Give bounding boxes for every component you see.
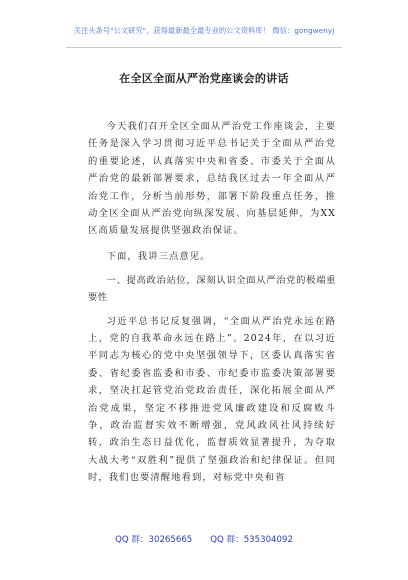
paragraph-intro: 今天我们召开全区全面从严治党工作座谈会，主要任务是深入学习贯彻习近平总书记关于全面从严治党的重要论述，认真落实中央和省委、市委关于全面从严治党的最新部署要求，总结我区过去一年全面从严治党工作，分析当前形势，部署下阶段重点任务，推动全区全面从严治党向纵深发展、向基层延伸，为XX区高质量发展提供坚强政治保证。 — [88, 121, 336, 237]
promo-banner[interactable]: 关注头条号"公文研究"，获得最新最全最专业的公文资料库！ 微信：gongwenyj — [73, 26, 335, 35]
footer-qq-group-1[interactable]: QQ 群：30265665 — [115, 535, 193, 545]
section-heading-1: 一、提高政治站位，深刻认识全面从严治党的极端重要性 — [88, 274, 336, 304]
header-divider — [66, 47, 342, 48]
paragraph-section-1: 习近平总书记反复强调，“全面从严治党永远在路上，党的自我革命永远在路上”。2024年，在以习近平同志为核心的党中央坚强领导下，区委认真落实省委、省纪委省监委和市委、市纪委市监委决策部署要求，坚决扛起管党治党政治责任，深化拓展全面从严治党成果，坚定不移推进党风廉政建设和反腐败斗争，政治监督实效不断增强，党风政风社风持续好转，政治生态日益优化，监督质效显著提升，为夺取大战大考“双胜利”提供了坚强政治和纪律保证。但同时，我们也要清醒地看到，对标党中央和省 — [88, 315, 336, 484]
document-body — [88, 118, 336, 495]
footer-contact — [0, 533, 408, 545]
paragraph-outline: 下面，我讲三点意见。 — [106, 251, 211, 263]
footer-qq-group-2[interactable]: QQ 群：535304092 — [210, 535, 293, 545]
document-title: 在全区全面从严治党座谈会的讲话 — [119, 72, 289, 85]
